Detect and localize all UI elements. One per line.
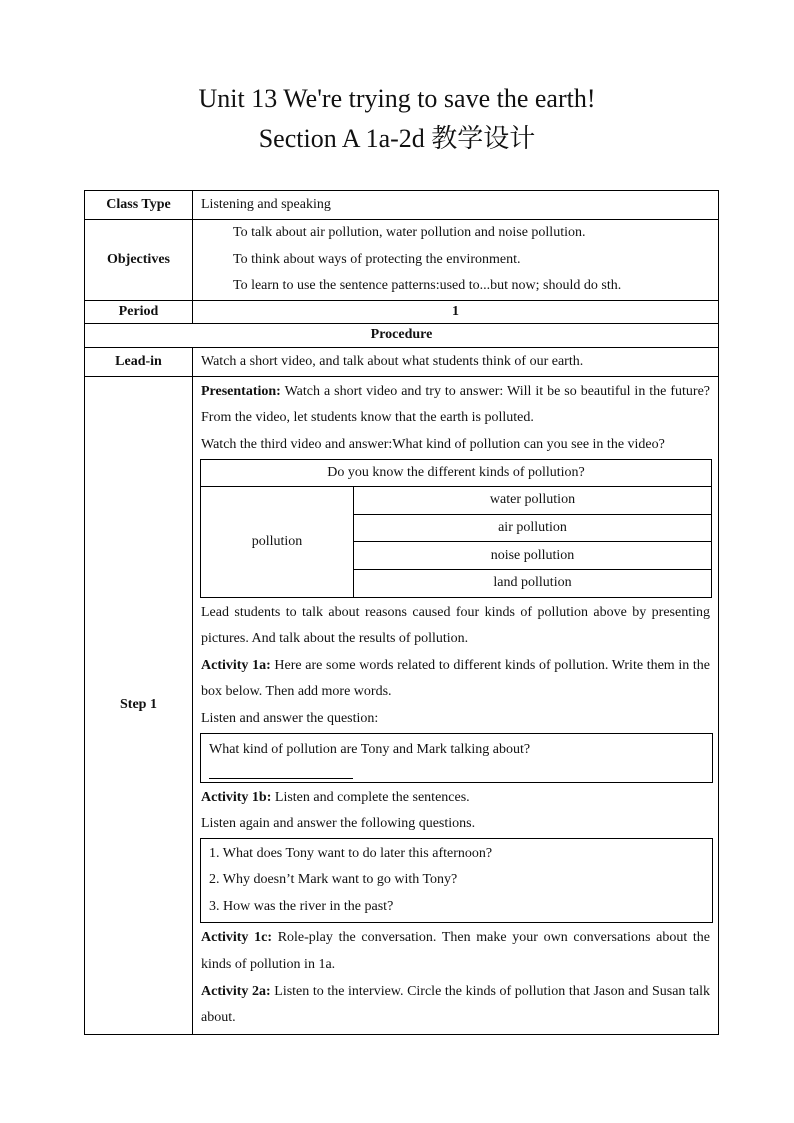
step-1-label: Step 1 [85,376,193,1034]
row-step-1 [85,376,719,1034]
objective-item: To think about ways of protecting the environment. [233,251,521,267]
row-objectives [85,220,719,301]
objective-item: To talk about air pollution, water pollution and noise pollution. [233,225,586,240]
question-box [200,733,713,783]
listen-answer-line: Listen and answer the question: [201,710,379,726]
activity-1c-text: Role-play the conversation. Then make your own conversations about the kinds of pollution in 1a. [201,930,710,973]
lead-in-text: Watch a short video, and talk about what students think of our earth. [193,347,719,376]
activity-1b-paragraph [193,785,718,812]
activity-1b-label: Activity 1b: [201,789,272,805]
activity-1c-paragraph [193,925,718,978]
row-procedure [85,323,719,347]
question-item: 2. Why doesn’t Mark want to go with Tony? [209,872,458,888]
class-type-value: Listening and speaking [193,191,719,220]
lead-students-paragraph: Lead students to talk about reasons caused four kinds of pollution above by presenting pictures. And talk about the results of pollution. [201,604,710,647]
answer-blank[interactable] [209,762,353,779]
presentation-label: Presentation: [201,383,281,399]
class-type-label: Class Type [85,191,193,220]
page-title: Unit 13 We're trying to save the earth! [198,84,596,113]
activity-1c-label: Activity 1c: [201,930,272,946]
step-1-content [193,376,719,1034]
listen-again-line: Listen again and answer the following questions. [201,816,476,832]
pollution-category: pollution [201,487,354,597]
objectives-list [193,220,719,301]
lead-in-label: Lead-in [85,347,193,376]
pollution-type: land pollution [354,569,712,597]
row-class-type [85,191,719,220]
page-subtitle: Section A 1a-2d 教学设计 [258,124,536,153]
row-lead-in [85,347,719,376]
third-video-paragraph: Watch the third video and answer:What kind of pollution can you see in the video? [201,436,665,452]
row-period [85,300,719,323]
activity-1a-paragraph [193,653,718,706]
activity-1b-text: Listen and complete the sentences. [274,789,470,805]
question-text: What kind of pollution are Tony and Mark talking about? [209,741,531,757]
pollution-types-table [200,459,712,598]
period-label: Period [85,300,193,323]
activity-2a-paragraph [193,979,718,1034]
pollution-type: air pollution [354,514,712,542]
lesson-plan-table [84,190,719,1035]
activity-2a-label: Activity 2a: [201,983,271,999]
questions-box [200,838,713,924]
pollution-type: water pollution [354,487,712,515]
activity-1a-text: Here are some words related to different kinds of pollution. Write them in the box below. Then add more words. [201,657,711,700]
objectives-label: Objectives [85,220,193,301]
activity-2a-text: Listen to the interview. Circle the kinds of pollution that Jason and Susan talk about. [201,983,711,1026]
activity-1a-label: Activity 1a: [201,657,271,673]
procedure-heading: Procedure [85,323,719,347]
presentation-paragraph [193,379,718,432]
question-item: 1. What does Tony want to do later this afternoon? [209,845,493,861]
objective-item: To learn to use the sentence patterns:used to...but now; should do sth. [233,278,622,294]
presentation-text: Watch a short video and try to answer: Will it be so beautiful in the future? From the video, let students know that the earth is polluted. [201,383,711,426]
question-item: 3. How was the river in the past? [209,898,394,914]
pollution-table-header: Do you know the different kinds of pollution? [201,459,712,487]
period-value: 1 [193,300,719,323]
pollution-type: noise pollution [354,542,712,570]
